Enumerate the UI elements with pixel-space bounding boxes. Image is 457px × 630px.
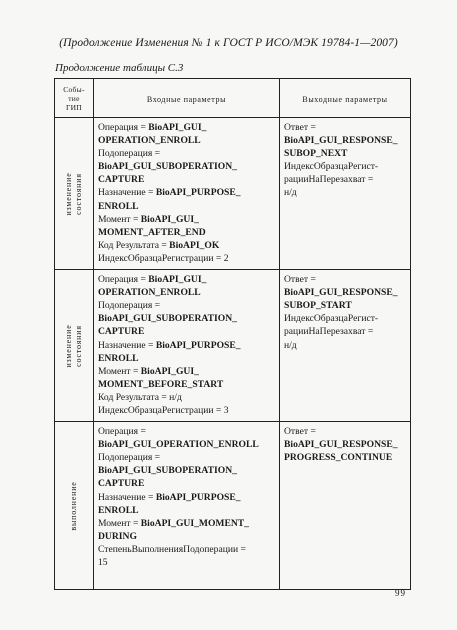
param-value: SUBOP_NEXT — [284, 148, 348, 160]
column-header-output: Выходные параметры — [280, 79, 411, 118]
param-text: Назначение = — [98, 491, 156, 503]
param-text: ИндексОбразцаРегистрации = 3 — [98, 404, 229, 416]
param-text: Код Результата = — [98, 239, 170, 251]
table-c3 — [54, 78, 411, 590]
param-value: BioAPI_GUI_RESPONSE_ — [284, 439, 398, 451]
event-cell — [55, 118, 94, 270]
param-value: BioAPI_PURPOSE_ — [155, 187, 241, 199]
param-value: BioAPI_PURPOSE_ — [155, 339, 241, 351]
param-value: ENROLL — [98, 352, 139, 364]
table-row — [55, 118, 411, 270]
table-header-row — [55, 79, 411, 118]
param-value: BioAPI_OK — [169, 239, 220, 251]
table-row — [55, 422, 411, 590]
param-value: BioAPI_GUI_MOMENT_ — [140, 517, 249, 529]
param-text: рацииНаПерезахват = — [284, 326, 374, 338]
input-params-cell — [94, 270, 280, 422]
param-text: Подоперация = — [98, 452, 161, 464]
param-value: CAPTURE — [98, 174, 145, 186]
event-label-line2: состояния — [74, 172, 83, 215]
event-cell — [55, 270, 94, 422]
param-text: Ответ = — [284, 426, 316, 438]
param-text: 15 — [98, 557, 108, 568]
event-label-line1: изменение — [64, 324, 73, 368]
param-text: Операция = — [98, 274, 149, 286]
param-value: ENROLL — [98, 200, 139, 212]
event-label-line1: изменение — [64, 171, 73, 216]
input-params-cell — [94, 118, 280, 270]
param-text: ИндексОбразцаРегистрации = 2 — [98, 252, 229, 264]
document-header: (Продолжение Изменения № 1 к ГОСТ Р ИСО/МЭК 19784-1—2007) — [59, 37, 398, 49]
event-header-line2: тие — [68, 93, 80, 103]
param-text: н/д — [284, 339, 297, 351]
param-text: рацииНаПерезахват = — [284, 174, 374, 186]
param-value: BioAPI_GUI_ — [140, 213, 199, 225]
param-text: ИндексОбразцаРегист- — [284, 161, 379, 173]
param-text: Назначение = — [98, 339, 156, 351]
param-value: DURING — [98, 530, 137, 542]
param-text: Подоперация = — [98, 148, 161, 160]
param-value: BioAPI_GUI_RESPONSE_ — [284, 287, 398, 299]
param-text: Момент = — [98, 517, 141, 529]
param-text: Назначение = — [98, 187, 156, 199]
column-header-input: Входные параметры — [94, 79, 280, 118]
param-text: СтепеньВыполненияПодоперации = — [98, 543, 246, 555]
page-number: 99 — [395, 588, 406, 598]
param-value: ENROLL — [98, 504, 139, 516]
output-params-cell — [280, 270, 411, 422]
param-value: MOMENT_AFTER_END — [98, 226, 206, 238]
param-text: Подоперация = — [98, 300, 161, 312]
param-value: CAPTURE — [98, 326, 145, 338]
event-header-line1: Собы- — [63, 84, 85, 94]
event-label-line2: состояния — [74, 324, 83, 367]
param-value: BioAPI_GUI_ — [140, 365, 199, 377]
param-value: BioAPI_GUI_SUBOPERATION_ — [98, 161, 237, 173]
param-text: ИндексОбразцаРегист- — [284, 313, 379, 325]
param-value: BioAPI_GUI_ — [148, 274, 207, 286]
column-header-event — [55, 79, 94, 118]
param-value: BioAPI_PURPOSE_ — [155, 491, 241, 503]
param-value: SUBOP_START — [284, 300, 352, 312]
param-value: OPERATION_ENROLL — [98, 135, 201, 147]
event-cell — [55, 422, 94, 590]
param-text: Ответ = — [284, 274, 316, 286]
param-value: MOMENT_BEFORE_START — [98, 378, 224, 390]
param-value: BioAPI_GUI_SUBOPERATION_ — [98, 313, 237, 325]
event-label-line1: выполнение — [69, 480, 78, 531]
param-value: BioAPI_GUI_RESPONSE_ — [284, 135, 398, 147]
param-value: BioAPI_GUI_ — [148, 122, 207, 133]
output-params-cell — [280, 422, 411, 590]
param-text: Момент = — [98, 213, 141, 225]
param-value: OPERATION_ENROLL — [98, 287, 201, 299]
event-header-line3: ГИП — [65, 102, 83, 112]
table-continuation-caption: Продолжение таблицы С.3 — [55, 62, 184, 74]
param-value: BioAPI_GUI_OPERATION_ENROLL — [98, 439, 259, 451]
param-text: Операция = — [98, 122, 149, 133]
param-text: Операция = — [98, 426, 146, 438]
param-text: Ответ = — [284, 122, 316, 133]
param-value: PROGRESS_CONTINUE — [284, 452, 393, 464]
table-row — [55, 270, 411, 422]
param-value: CAPTURE — [98, 478, 145, 490]
output-params-cell — [280, 118, 411, 270]
input-params-cell — [94, 422, 280, 590]
param-text: Момент = — [98, 365, 141, 377]
param-text: Код Результата = н/д — [98, 391, 182, 403]
param-text: н/д — [284, 187, 297, 199]
param-value: BioAPI_GUI_SUBOPERATION_ — [98, 465, 237, 477]
